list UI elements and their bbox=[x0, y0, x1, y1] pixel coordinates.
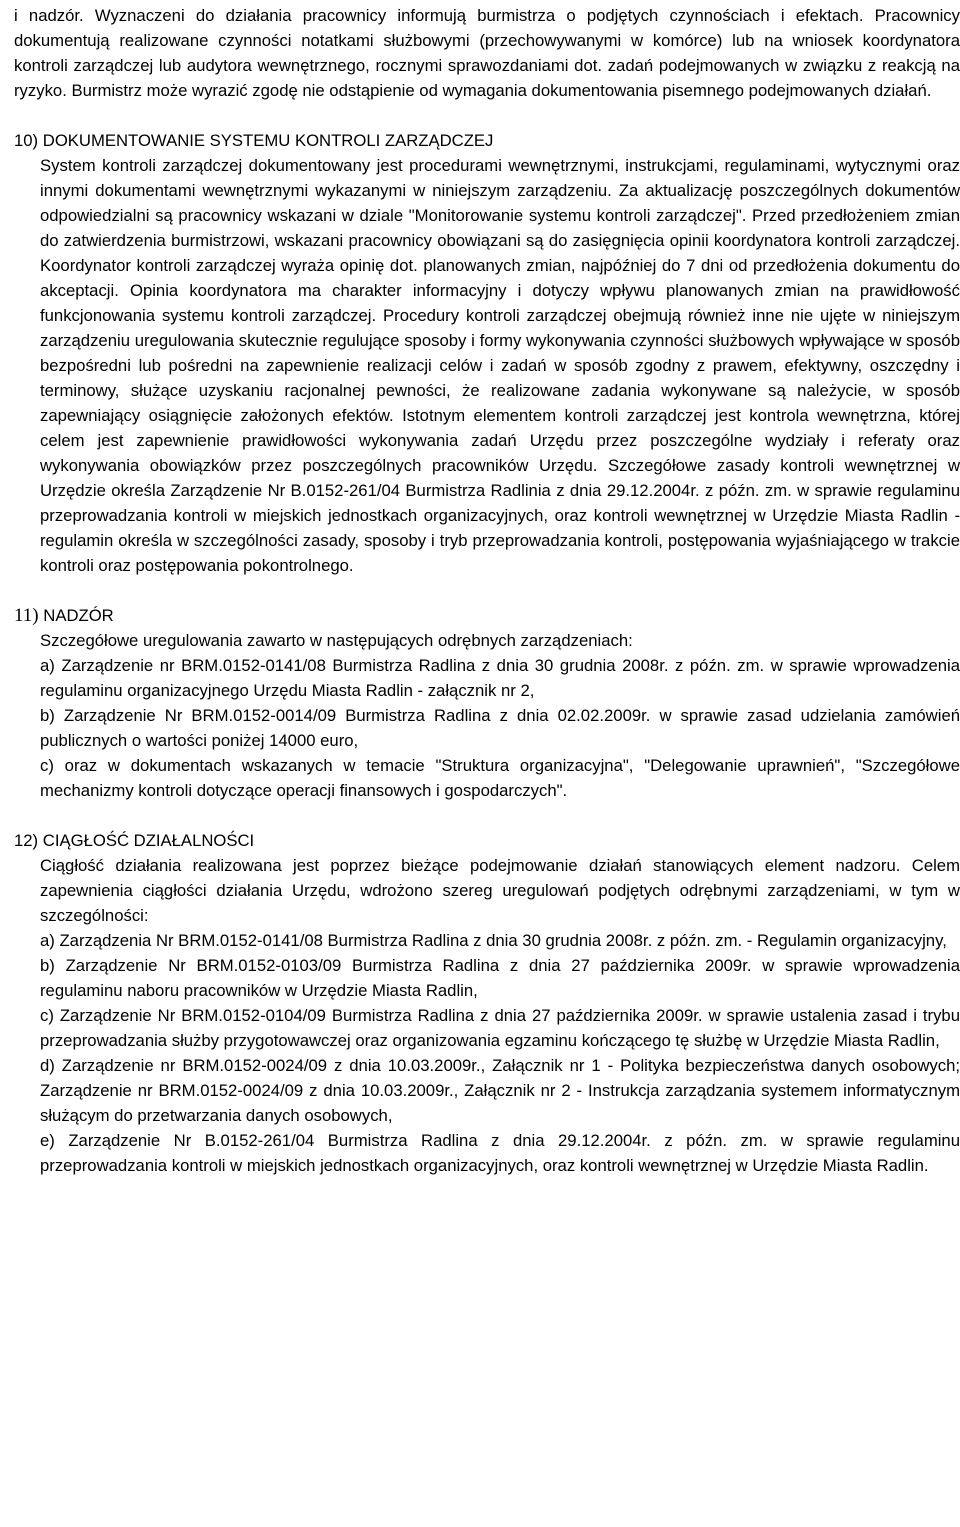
section-11-number: 11) bbox=[14, 605, 39, 626]
intro-paragraph: i nadzór. Wyznaczeni do działania pracownicy informują burmistrza o podjętych czynnościach i efektach. Pracownicy dokumentują realizowane czynności notatkami służbowymi (przechowywanymi w komórce) lub na wniosek koordynatora kontroli zarządczej lub audytora wewnętrznego, rocznymi sprawozdaniami dot. zadań podejmowanych w związku z reakcją na ryzyko. Burmistrz może wyrazić zgodę nie odstąpienie od wymagania dokumentowania pisemnego podejmowanych działań. bbox=[14, 6, 960, 100]
section-11-item-c: c) oraz w dokumentach wskazanych w temacie "Struktura organizacyjna", "Delegowanie uprawnień", "Szczegółowe mechanizmy kontroli dotyczące operacji finansowych i gospodarczych". bbox=[40, 756, 960, 800]
section-11 bbox=[14, 603, 960, 803]
section-10-number: 10) bbox=[14, 131, 39, 150]
section-12-title: CIĄGŁOŚĆ DZIAŁALNOŚCI bbox=[42, 831, 255, 850]
section-11-item-b: b) Zarządzenie Nr BRM.0152-0014/09 Burmistrza Radlina z dnia 02.02.2009r. w sprawie zasad udzielania zamówień publicznych o wartości poniżej 14000 euro, bbox=[40, 706, 960, 750]
section-11-intro: Szczegółowe uregulowania zawarto w następujących odrębnych zarządzeniach: bbox=[40, 631, 633, 650]
section-12-item-a: a) Zarządzenia Nr BRM.0152-0141/08 Burmistrza Radlina z dnia 30 grudnia 2008r. z późn. zm. - Regulamin organizacyjny, bbox=[40, 931, 947, 950]
section-12-intro: Ciągłość działania realizowana jest poprzez bieżące podejmowanie działań stanowiących element nadzoru. Celem zapewnienia ciągłości działania Urzędu, wdrożono szereg uregulowań podjętych odrębnymi zarządzeniami, w tym w szczególności: bbox=[40, 856, 960, 925]
section-12-item-d: d) Zarządzenie nr BRM.0152-0024/09 z dnia 10.03.2009r., Załącznik nr 1 - Polityka bezpieczeństwa danych osobowych; Zarządzenie nr BRM.0152-0024/09 z dnia 10.03.2009r., Załącznik nr 2 - Instrukcja zarządzania systemem informatycznym służącym do przetwarzania danych osobowych, bbox=[40, 1056, 960, 1125]
section-12 bbox=[14, 828, 960, 1178]
document-page bbox=[14, 3, 960, 1178]
section-12-item-e: e) Zarządzenie Nr B.0152-261/04 Burmistrza Radlina z dnia 29.12.2004r. z późn. zm. w sprawie regulaminu przeprowadzania kontroli w miejskich jednostkach organizacyjnych, oraz kontroli wewnętrznej w Urzędzie Miasta Radlin. bbox=[40, 1131, 960, 1175]
section-11-item-a: a) Zarządzenie nr BRM.0152-0141/08 Burmistrza Radlina z dnia 30 grudnia 2008r. z późn. zm. w sprawie wprowadzenia regulaminu organizacyjnego Urzędu Miasta Radlin - załącznik nr 2, bbox=[40, 656, 960, 700]
section-12-item-b: b) Zarządzenie Nr BRM.0152-0103/09 Burmistrza Radlina z dnia 27 października 2009r. w sprawie wprowadzenia regulaminu naboru pracowników w Urzędzie Miasta Radlin, bbox=[40, 956, 960, 1000]
section-10 bbox=[14, 128, 960, 578]
section-10-body: System kontroli zarządczej dokumentowany jest procedurami wewnętrznymi, instrukcjami, regulaminami, wytycznymi oraz innymi dokumentami wewnętrznymi wykazanymi w niniejszym zarządzeniu. Za aktualizację poszczególnych dokumentów odpowiedzialni są pracownicy wskazani w dziale "Monitorowanie systemu kontroli zarządczej". Przed przedłożeniem zmian do zatwierdzenia burmistrzowi, wskazani pracownicy obowiązani są do zasięgnięcia opinii koordynatora kontroli zarządczej. Koordynator kontroli zarządczej wyraża opinię dot. planowanych zmian, najpóźniej do 7 dni od przedłożenia dokumentu do akceptacji. Opinia koordynatora ma charakter informacyjny i dotyczy wpływu planowanych zmian na prawidłowość funkcjonowania systemu kontroli zarządczej. Procedury kontroli zarządczej obejmują również inne nie ujęte w niniejszym zarządzeniu uregulowania skutecznie regulujące sposoby i formy wykonywania czynności służbowych wpływające w sposób bezpośredni lub pośredni na zapewnienie realizacji celów i zadań w sposób zgodny z prawem, efektywny, oszczędny i terminowy, służące uzyskaniu racjonalnej pewności, że realizowane zadania wykonywane są należycie, w sposób zapewniający osiągnięcie założonych efektów. Istotnym elementem kontroli zarządczej jest kontrola wewnętrzna, której celem jest zapewnienie prawidłowości wykonywania zadań Urzędu przez poszczególne wydziały i referaty oraz wykonywania obowiązków przez poszczególnych pracowników Urzędu. Szczegółowe zasady kontroli wewnętrznej w Urzędzie określa Zarządzenie Nr B.0152-261/04 Burmistrza Radlinia z dnia 29.12.2004r. z późn. zm. w sprawie regulaminu przeprowadzania kontroli w miejskich jednostkach organizacyjnych, oraz kontroli wewnętrznej w Urzędzie Miasta Radlin - regulamin określa w szczególności zasady, sposoby i tryb przeprowadzania kontroli, postępowania wyjaśniającego w trakcie kontroli oraz postępowania pokontrolnego. bbox=[40, 156, 960, 575]
section-10-title: DOKUMENTOWANIE SYSTEMU KONTROLI ZARZĄDCZEJ bbox=[42, 131, 494, 150]
section-11-heading bbox=[14, 603, 960, 628]
section-12-item-c: c) Zarządzenie Nr BRM.0152-0104/09 Burmistrza Radlina z dnia 27 października 2009r. w sprawie ustalenia zasad i trybu przeprowadzania służby przygotowawczej oraz organizowania egzaminu kończącego tę służbę w Urzędzie Miasta Radlin, bbox=[40, 1006, 960, 1050]
section-11-title: NADZÓR bbox=[43, 606, 114, 625]
section-12-heading bbox=[14, 828, 960, 853]
section-12-number: 12) bbox=[14, 831, 39, 850]
section-10-heading bbox=[14, 128, 960, 153]
